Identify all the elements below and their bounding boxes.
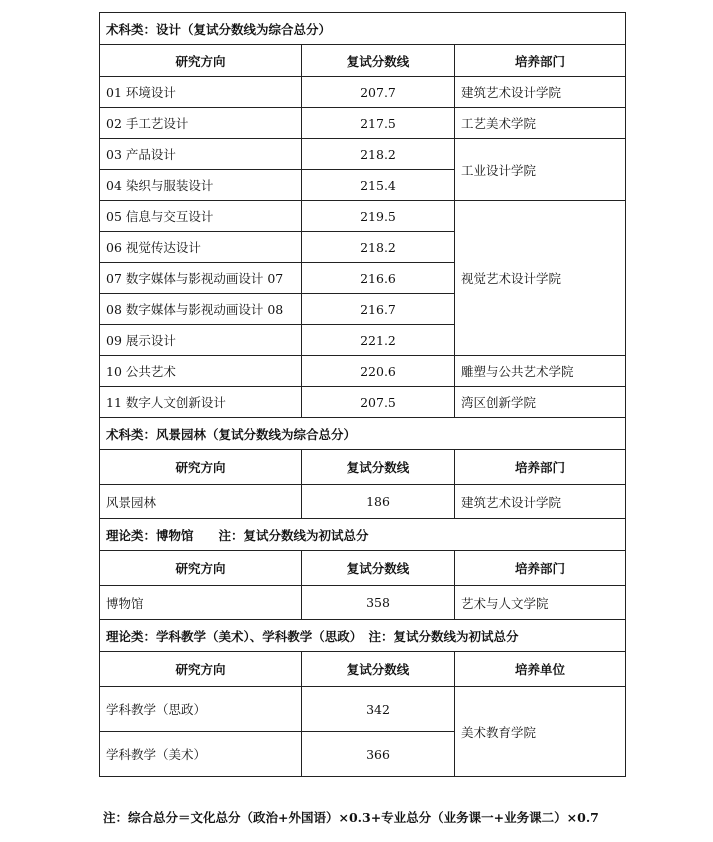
score-cell: 207.7 bbox=[302, 77, 455, 108]
column-header-row bbox=[100, 45, 626, 77]
score-cell: 366 bbox=[302, 732, 455, 777]
direction-cell: 01 环境设计 bbox=[100, 77, 302, 108]
table-row bbox=[100, 387, 626, 418]
column-header-row bbox=[100, 450, 626, 485]
direction-cell: 10 公共艺术 bbox=[100, 356, 302, 387]
score-table bbox=[99, 12, 626, 777]
column-header-direction: 研究方向 bbox=[100, 45, 302, 77]
column-header-direction: 研究方向 bbox=[100, 652, 302, 687]
direction-cell: 08 数字媒体与影视动画设计 08 bbox=[100, 294, 302, 325]
score-cell: 219.5 bbox=[302, 201, 455, 232]
footnote: 注：综合总分＝文化总分（政治+外国语）×0.3+专业总分（业务课一+业务课二）×0.7 bbox=[103, 810, 599, 825]
dept-cell: 视觉艺术设计学院 bbox=[455, 201, 626, 356]
dept-cell: 艺术与人文学院 bbox=[455, 586, 626, 620]
score-cell: 216.6 bbox=[302, 263, 455, 294]
direction-cell: 博物馆 bbox=[100, 586, 302, 620]
score-cell: 221.2 bbox=[302, 325, 455, 356]
table-row bbox=[100, 77, 626, 108]
section-header-museum bbox=[100, 519, 626, 551]
score-cell: 358 bbox=[302, 586, 455, 620]
dept-cell: 工艺美术学院 bbox=[455, 108, 626, 139]
column-header-direction: 研究方向 bbox=[100, 450, 302, 485]
column-header-score: 复试分数线 bbox=[302, 450, 455, 485]
dept-cell: 美术教育学院 bbox=[455, 687, 626, 777]
table-row bbox=[100, 139, 626, 170]
score-cell: 218.2 bbox=[302, 139, 455, 170]
score-cell: 218.2 bbox=[302, 232, 455, 263]
dept-cell: 雕塑与公共艺术学院 bbox=[455, 356, 626, 387]
score-cell: 220.6 bbox=[302, 356, 455, 387]
column-header-score: 复试分数线 bbox=[302, 652, 455, 687]
direction-cell: 05 信息与交互设计 bbox=[100, 201, 302, 232]
score-cell: 217.5 bbox=[302, 108, 455, 139]
direction-cell: 学科教学（思政） bbox=[100, 687, 302, 732]
column-header-score: 复试分数线 bbox=[302, 551, 455, 586]
column-header-score: 复试分数线 bbox=[302, 45, 455, 77]
table-row bbox=[100, 586, 626, 620]
score-cell: 207.5 bbox=[302, 387, 455, 418]
column-header-direction: 研究方向 bbox=[100, 551, 302, 586]
section-header-design bbox=[100, 13, 626, 45]
direction-cell: 07 数字媒体与影视动画设计 07 bbox=[100, 263, 302, 294]
column-header-dept: 培养部门 bbox=[455, 551, 626, 586]
direction-cell: 02 手工艺设计 bbox=[100, 108, 302, 139]
column-header-dept: 培养部门 bbox=[455, 45, 626, 77]
dept-cell: 建筑艺术设计学院 bbox=[455, 77, 626, 108]
table-row bbox=[100, 201, 626, 232]
section-title: 术科类：风景园林（复试分数线为综合总分） bbox=[100, 418, 626, 450]
score-cell: 186 bbox=[302, 485, 455, 519]
score-cell: 216.7 bbox=[302, 294, 455, 325]
section-title: 理论类：学科教学（美术）、学科教学（思政） 注：复试分数线为初试总分 bbox=[100, 620, 626, 652]
direction-cell: 06 视觉传达设计 bbox=[100, 232, 302, 263]
dept-cell: 湾区创新学院 bbox=[455, 387, 626, 418]
direction-cell: 03 产品设计 bbox=[100, 139, 302, 170]
direction-cell: 09 展示设计 bbox=[100, 325, 302, 356]
section-header-landscape bbox=[100, 418, 626, 450]
table-row bbox=[100, 356, 626, 387]
table-row bbox=[100, 108, 626, 139]
score-cell: 342 bbox=[302, 687, 455, 732]
score-cell: 215.4 bbox=[302, 170, 455, 201]
section-title: 术科类：设计（复试分数线为综合总分） bbox=[100, 13, 626, 45]
table-row bbox=[100, 687, 626, 732]
table-row bbox=[100, 485, 626, 519]
column-header-row bbox=[100, 551, 626, 586]
direction-cell: 学科教学（美术） bbox=[100, 732, 302, 777]
column-header-dept: 培养部门 bbox=[455, 450, 626, 485]
direction-cell: 04 染织与服装设计 bbox=[100, 170, 302, 201]
dept-cell: 建筑艺术设计学院 bbox=[455, 485, 626, 519]
dept-cell: 工业设计学院 bbox=[455, 139, 626, 201]
section-header-subject-teaching bbox=[100, 620, 626, 652]
direction-cell: 风景园林 bbox=[100, 485, 302, 519]
column-header-unit: 培养单位 bbox=[455, 652, 626, 687]
column-header-row bbox=[100, 652, 626, 687]
section-title: 理论类：博物馆 注：复试分数线为初试总分 bbox=[100, 519, 626, 551]
direction-cell: 11 数字人文创新设计 bbox=[100, 387, 302, 418]
